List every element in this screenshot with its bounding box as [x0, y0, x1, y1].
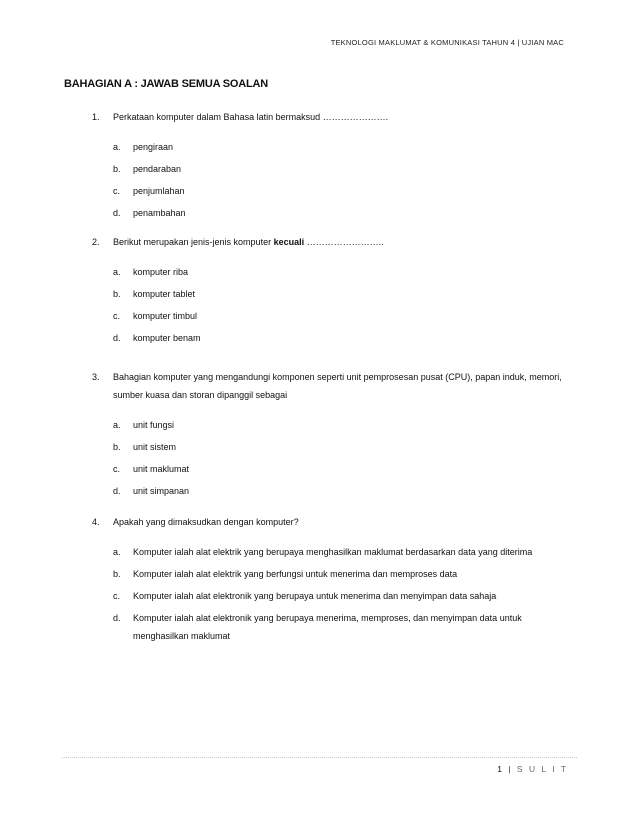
option-c [92, 307, 572, 325]
option-text: penjumlahan [133, 186, 185, 196]
question-text: Apakah yang dimaksudkan dengan komputer? [113, 517, 299, 527]
option-letter: d. [113, 208, 121, 218]
option-text: Komputer ialah alat elektronik yang berupaya menerima, memproses, dan menyimpan data untuk menghasilkan maklumat [133, 613, 522, 641]
option-a [92, 416, 572, 434]
question-number: 1. [92, 112, 100, 122]
option-d [92, 609, 572, 645]
question-text: Perkataan komputer dalam Bahasa latin bermaksud …………………. [113, 112, 389, 122]
options-list [92, 543, 572, 645]
options-list [92, 416, 572, 500]
option-letter: a. [113, 420, 121, 430]
option-letter: a. [113, 267, 121, 277]
option-text: unit simpanan [133, 486, 190, 496]
option-letter: a. [113, 547, 121, 557]
footer-divider [62, 757, 577, 758]
option-b [92, 285, 572, 303]
option-a [92, 543, 572, 561]
option-a [92, 138, 572, 156]
option-letter: d. [113, 333, 121, 343]
option-letter: d. [113, 613, 121, 623]
option-d [92, 482, 572, 500]
option-letter: c. [113, 186, 121, 196]
option-letter: b. [113, 569, 121, 579]
option-letter: c. [113, 464, 121, 474]
footer-separator: | [508, 764, 513, 774]
option-d [92, 204, 572, 222]
option-letter: a. [113, 142, 121, 152]
option-text: Komputer ialah alat elektrik yang berupaya menghasilkan maklumat berdasarkan data yang diterima [133, 547, 533, 557]
option-a [92, 263, 572, 281]
option-letter: b. [113, 164, 121, 174]
option-text: komputer benam [133, 333, 201, 343]
option-text: komputer timbul [133, 311, 198, 321]
section-title: BAHAGIAN A : JAWAB SEMUA SOALAN [64, 78, 269, 90]
question-2 [92, 233, 572, 351]
option-letter: b. [113, 289, 121, 299]
option-d [92, 329, 572, 347]
option-c [92, 182, 572, 200]
question-text: Bahagian komputer yang mengandungi komponen seperti unit pemprosesan pusat (CPU), papan induk, memori, sumber kuasa dan storan dipanggil sebagai [113, 372, 562, 400]
question-4 [92, 513, 572, 649]
option-b [92, 565, 572, 583]
option-text: unit maklumat [133, 464, 190, 474]
question-number: 4. [92, 517, 100, 527]
question-text-before: Berikut merupakan jenis-jenis komputer [113, 237, 274, 247]
question-text-bold: kecuali [273, 237, 305, 247]
option-text: unit fungsi [133, 420, 175, 430]
option-c [92, 587, 572, 605]
question-text [113, 233, 572, 251]
option-c [92, 460, 572, 478]
option-letter: c. [113, 311, 121, 321]
option-text: penambahan [133, 208, 186, 218]
option-text: Komputer ialah alat elektronik yang berupaya untuk menerima dan menyimpan data sahaja [133, 591, 497, 601]
option-letter: c. [113, 591, 121, 601]
options-list [92, 263, 572, 347]
option-b [92, 438, 572, 456]
question-1 [92, 108, 572, 226]
options-list [92, 138, 572, 222]
question-number: 2. [92, 237, 100, 247]
question-text-after: …………………….. [304, 237, 384, 247]
page-header: TEKNOLOGI MAKLUMAT & KOMUNIKASI TAHUN 4 | UJIAN MAC [330, 38, 564, 47]
option-letter: b. [113, 442, 121, 452]
page-footer [497, 764, 568, 774]
footer-label: S U L I T [516, 764, 568, 774]
option-text: Komputer ialah alat elektrik yang berfungsi untuk menerima dan memproses data [133, 569, 458, 579]
option-letter: d. [113, 486, 121, 496]
page-number: 1 [497, 764, 504, 774]
question-3 [92, 368, 572, 504]
option-text: komputer riba [133, 267, 189, 277]
option-b [92, 160, 572, 178]
option-text: komputer tablet [133, 289, 196, 299]
option-text: pengiraan [133, 142, 174, 152]
option-text: pendaraban [133, 164, 182, 174]
option-text: unit sistem [133, 442, 177, 452]
question-number: 3. [92, 372, 100, 382]
